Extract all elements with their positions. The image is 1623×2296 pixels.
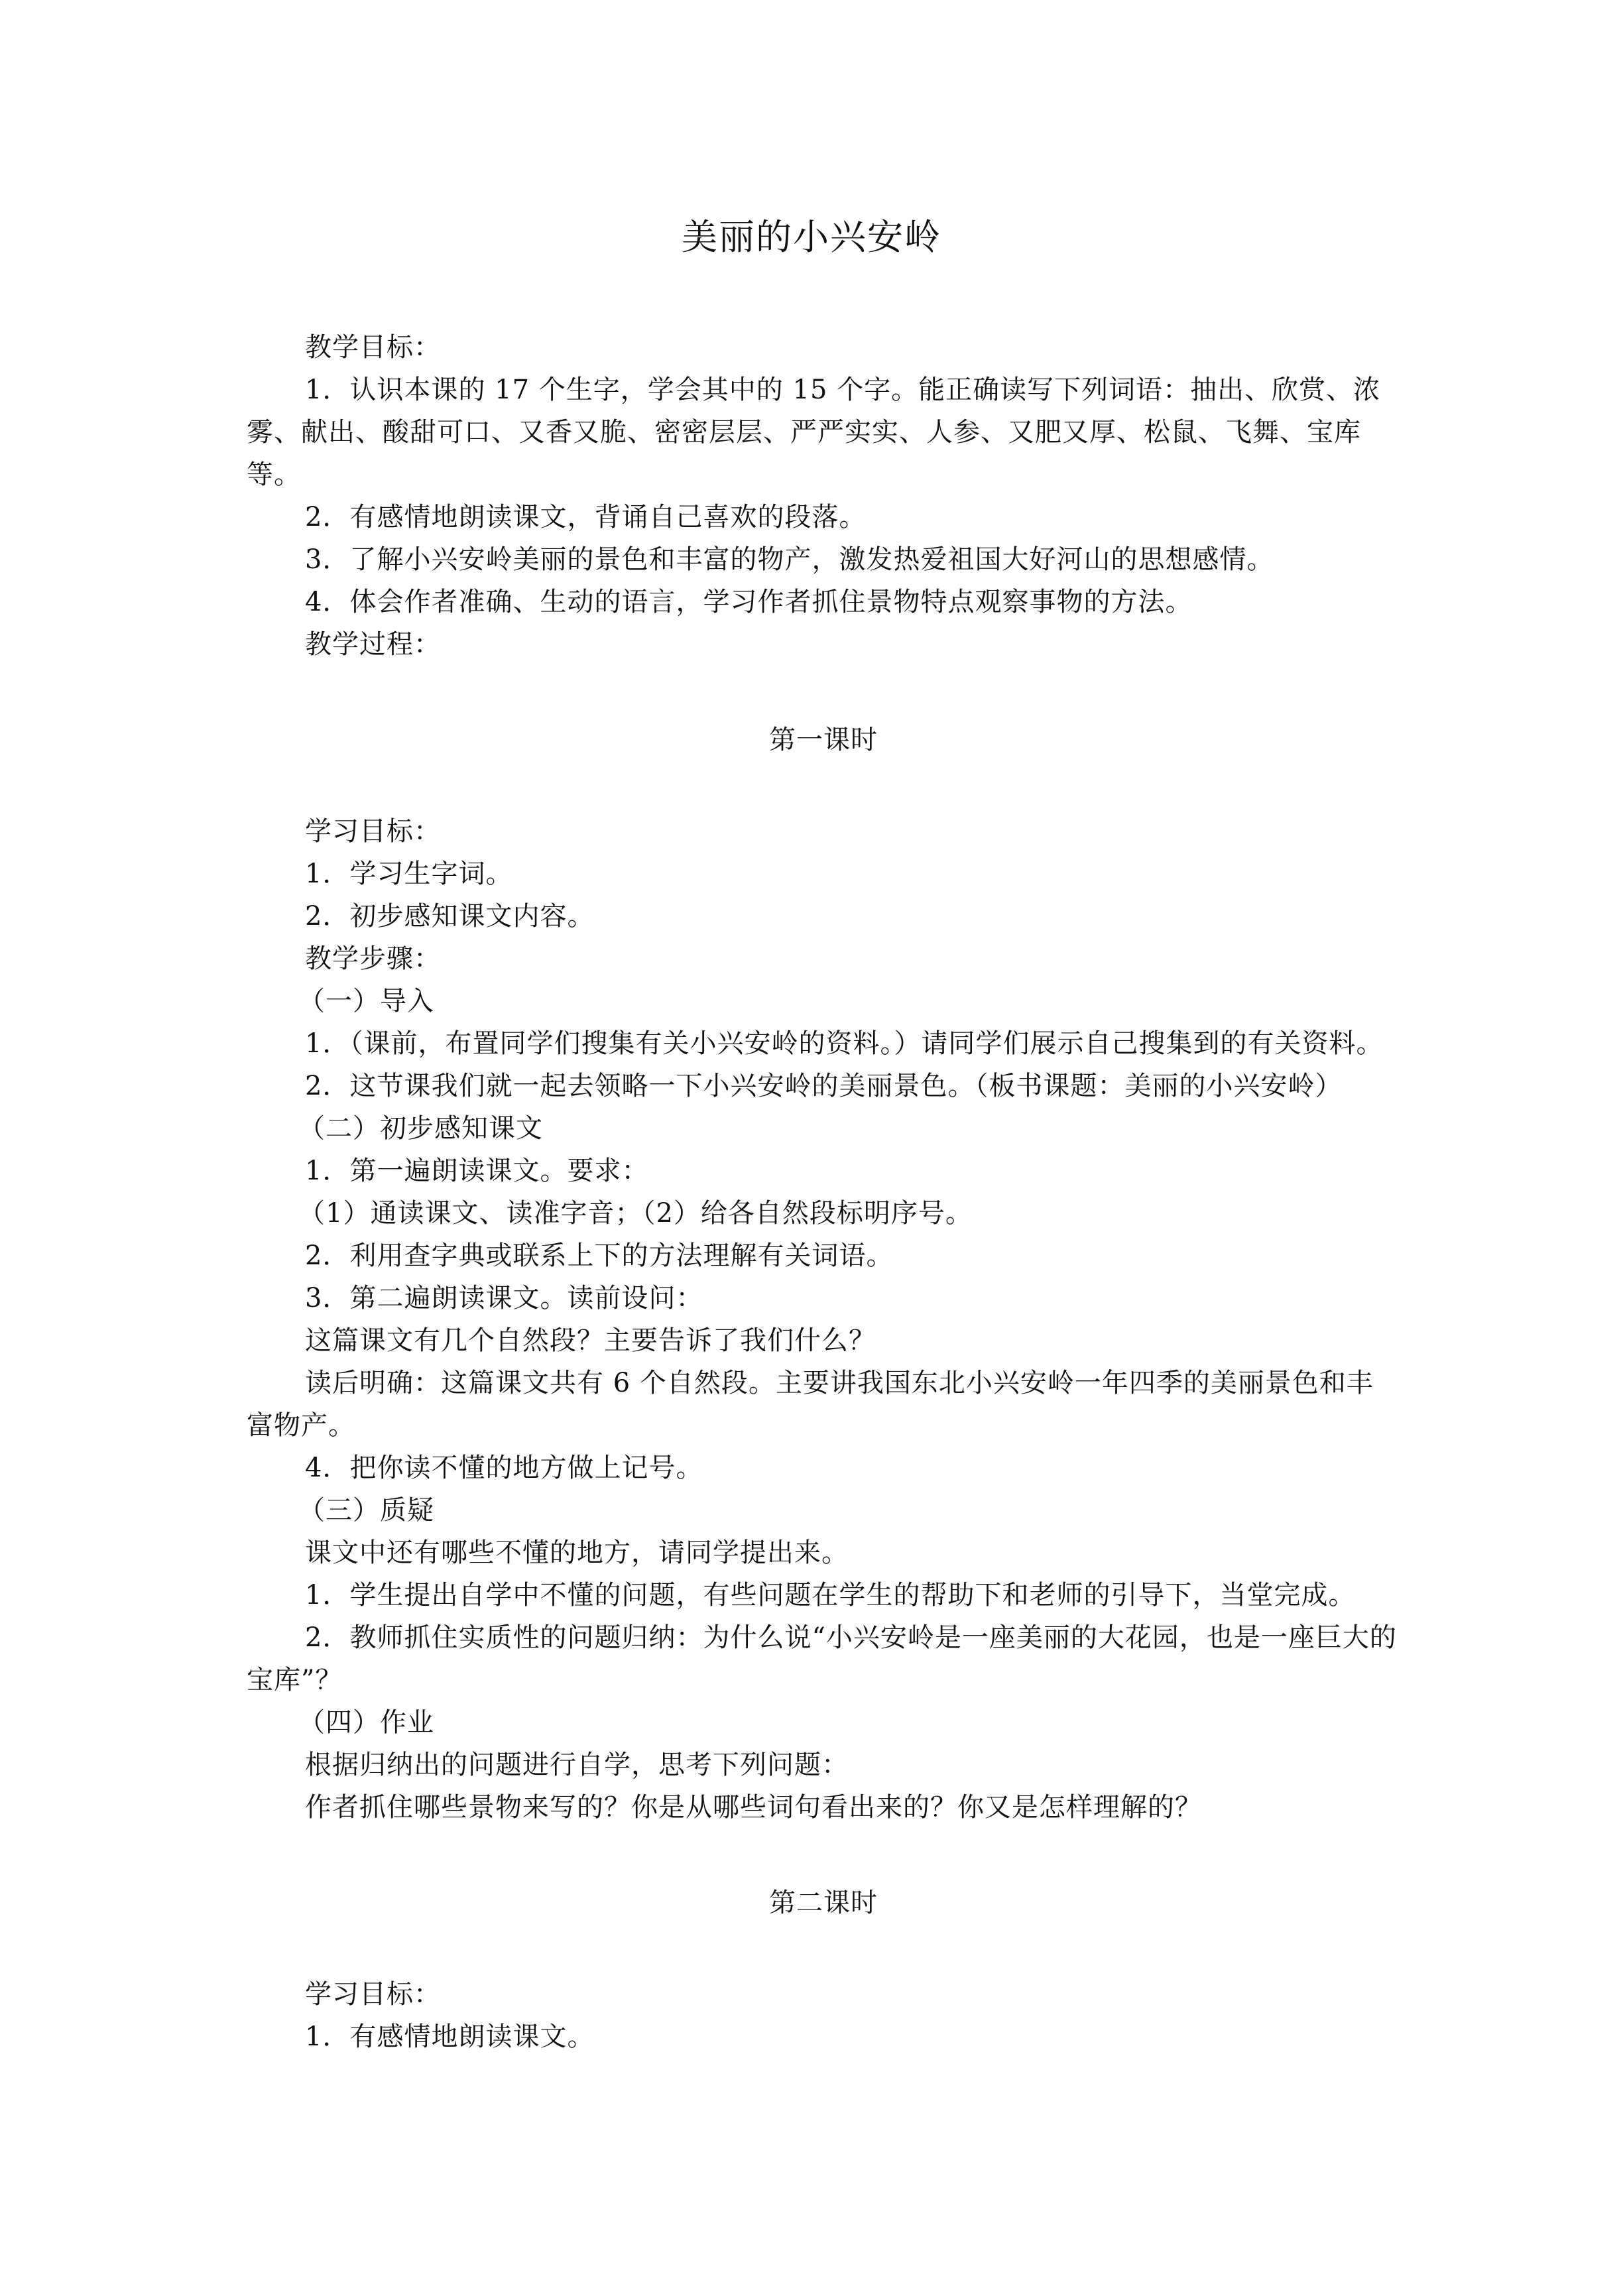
lesson-one-line: 根据归纳出的问题进行自学，思考下列问题： xyxy=(305,1750,849,1780)
lesson-one-line: 2．利用查字典或联系上下的方法理解有关词语。 xyxy=(305,1240,894,1271)
document-body xyxy=(247,326,1400,2058)
lesson-one-line: 这篇课文有几个自然段？主要告诉了我们什么？ xyxy=(305,1325,876,1356)
lesson-two-line: 1．有感情地朗读课文。 xyxy=(305,2022,595,2052)
lesson-one-line: 4．把你读不懂的地方做上记号。 xyxy=(305,1453,703,1483)
lesson-one-line: 1．学习生字词。 xyxy=(305,859,513,889)
lesson-one-line: 2．教师抓住实质性的问题归纳：为什么说“小兴安岭是一座美丽的大花园，也是一座巨大的宝库”？ xyxy=(247,1622,1397,1695)
lesson-one-line: （一）导入 xyxy=(298,986,434,1016)
lesson-one-heading: 第一课时 xyxy=(769,725,878,755)
teaching-process-label: 教学过程： xyxy=(305,629,441,660)
lesson-one-line: （1）通读课文、读准字音；（2）给各自然段标明序号。 xyxy=(298,1198,973,1229)
lesson-one-line: 读后明确：这篇课文共有 6 个自然段。主要讲我国东北小兴安岭一年四季的美丽景色和丰富物产。 xyxy=(247,1368,1374,1441)
document-title: 美丽的小兴安岭 xyxy=(682,216,941,258)
lesson-two-line: 学习目标： xyxy=(305,1979,441,2010)
lesson-one-line: 1．学生提出自学中不懂的问题，有些问题在学生的帮助下和老师的引导下，当堂完成。 xyxy=(305,1580,1356,1610)
teaching-goal-item: 2．有感情地朗读课文，背诵自己喜欢的段落。 xyxy=(305,502,867,532)
lesson-two-heading: 第二课时 xyxy=(769,1888,878,1918)
lesson-one-line: 学习目标： xyxy=(305,816,441,847)
lesson-one-line: （三）质疑 xyxy=(298,1495,434,1526)
lesson-one-line: 3．第二遍朗读课文。读前设问： xyxy=(305,1283,703,1313)
teaching-goals-label: 教学目标： xyxy=(305,332,441,363)
lesson-one-line: 1．第一遍朗读课文。要求： xyxy=(305,1156,649,1186)
teaching-goal-item: 4．体会作者准确、生动的语言，学习作者抓住景物特点观察事物的方法。 xyxy=(305,587,1193,617)
lesson-one-line: 1．（课前，布置同学们搜集有关小兴安岭的资料。）请同学们展示自己搜集到的有关资料。 xyxy=(305,1028,1384,1059)
lesson-one-line: 2．初步感知课文内容。 xyxy=(305,901,595,932)
lesson-one-line: 教学步骤： xyxy=(305,943,441,974)
lesson-one-line: （二）初步感知课文 xyxy=(298,1113,543,1144)
lesson-one-line: （四）作业 xyxy=(298,1707,434,1738)
lesson-one-line: 作者抓住哪些景物来写的？你是从哪些词句看出来的？你又是怎样理解的？ xyxy=(305,1792,1202,1823)
lesson-one-line: 2．这节课我们就一起去领略一下小兴安岭的美丽景色。（板书课题：美丽的小兴安岭） xyxy=(305,1071,1343,1101)
teaching-goal-item: 3．了解小兴安岭美丽的景色和丰富的物产，激发热爱祖国大好河山的思想感情。 xyxy=(305,544,1274,575)
teaching-goal-item: 1．认识本课的 17 个生字，学会其中的 15 个字。能正确读写下列词语：抽出、欣赏、浓雾、献出、酸甜可口、又香又脆、密密层层、严严实实、人参、又肥又厚、松鼠、飞舞、宝库等。 xyxy=(247,375,1381,490)
lesson-one-line: 课文中还有哪些不懂的地方，请同学提出来。 xyxy=(305,1538,849,1568)
